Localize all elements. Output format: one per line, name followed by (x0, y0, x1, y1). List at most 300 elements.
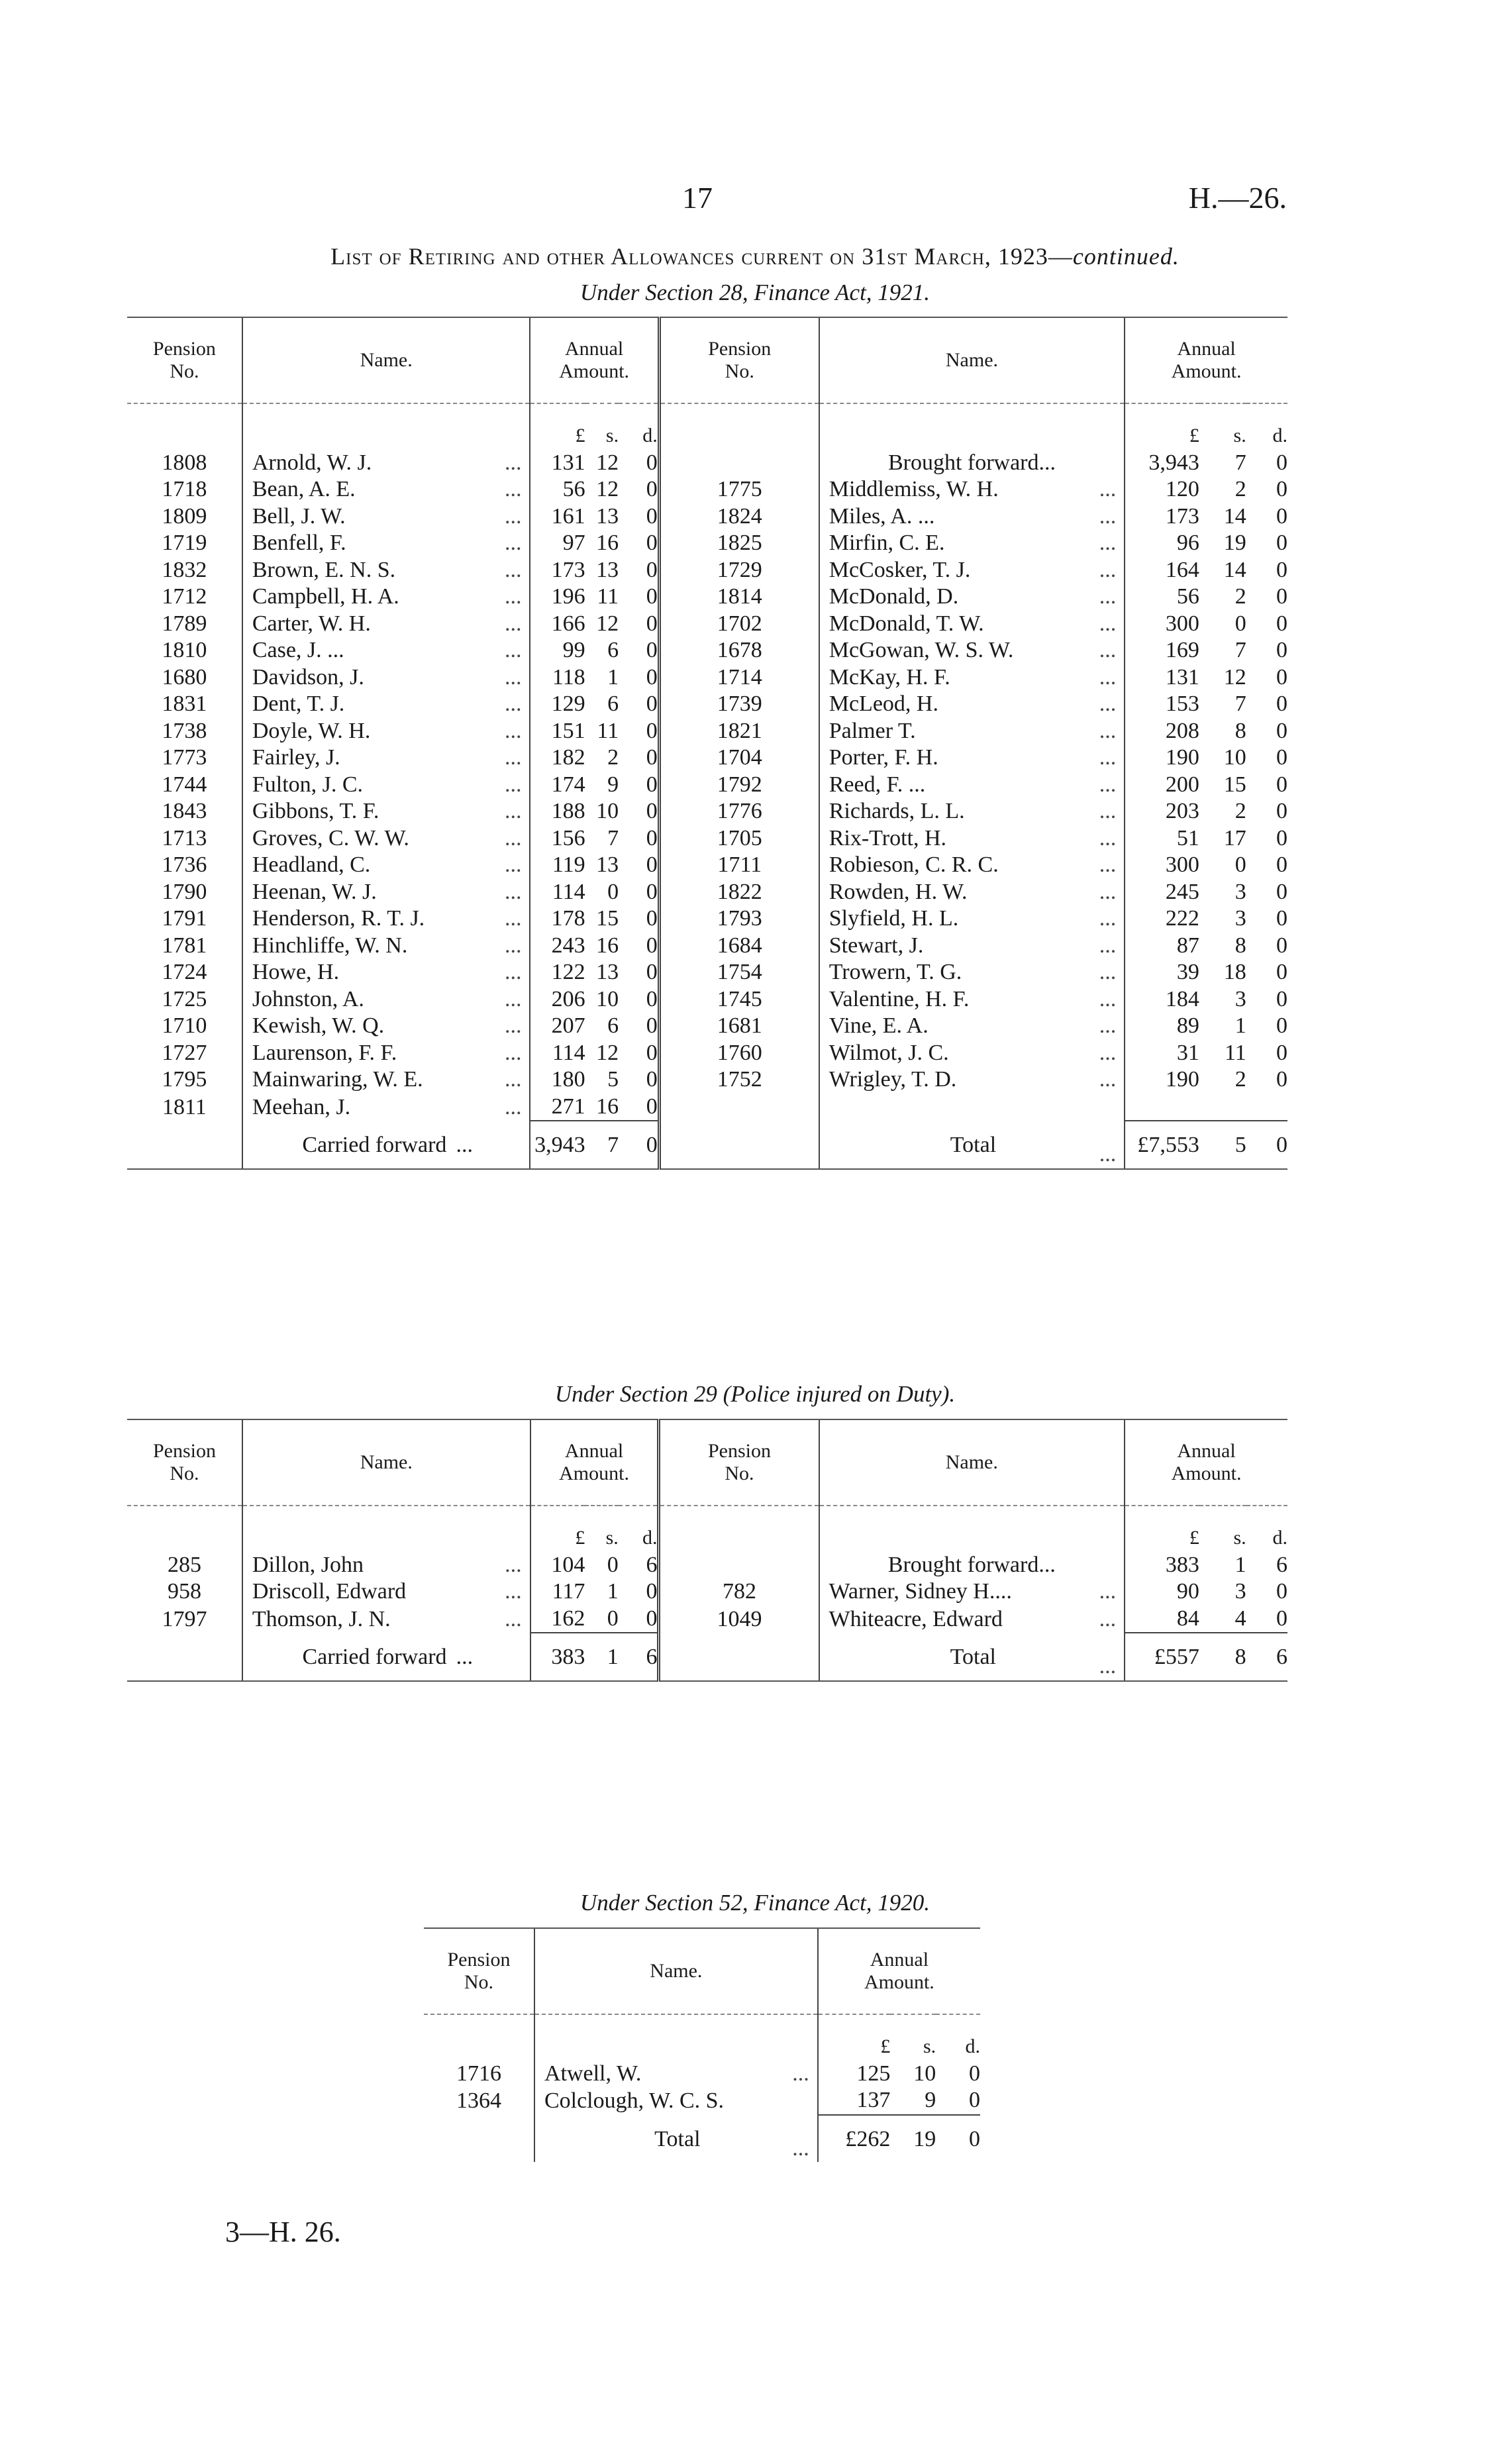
amount-pounds: 51 (1125, 825, 1199, 852)
amount-pence: 0 (1276, 584, 1287, 609)
currency-row (424, 2014, 980, 2061)
currency-pounds: £ (818, 2014, 891, 2061)
empty-cell (424, 2115, 534, 2163)
leader-dots: ... (1099, 825, 1117, 850)
amount-pounds: £262 (818, 2115, 891, 2163)
amount-pence: 0 (646, 1040, 658, 1065)
pensioner-name-text: Henderson, R. T. J. (252, 906, 425, 931)
amount-pounds: 90 (1125, 1578, 1199, 1606)
leader-dots: ... (504, 745, 522, 770)
pensioner-name-text: Driscoll, Edward (252, 1579, 407, 1604)
pension-number: 1364 (456, 2088, 501, 2113)
amount-shillings: 3 (1234, 1579, 1246, 1604)
pensioner-name-text: Rix-Trott, H. (829, 825, 947, 850)
section-28-table (127, 317, 1287, 1170)
amount-shillings: 2 (1234, 799, 1246, 823)
amount-shillings: 8 (1234, 933, 1246, 958)
leader-dots: ... (504, 611, 522, 636)
amount-shillings: 14 (1223, 557, 1246, 582)
amount-shillings: 13 (596, 557, 619, 582)
pensioner-name-text: McKay, H. F. (829, 664, 950, 690)
pension-number: 1745 (659, 986, 819, 1013)
pensioner-name (242, 959, 530, 986)
amount-pence: 0 (1276, 638, 1287, 662)
total-text: Total (654, 2126, 701, 2151)
pension-number: 1739 (659, 691, 819, 718)
pensioner-name (819, 691, 1125, 718)
pensioner-name (242, 905, 530, 933)
leader-dots: ... (504, 531, 522, 555)
amount-shillings: 11 (1224, 1040, 1246, 1065)
leader-dots: ... (1099, 933, 1117, 958)
pensioner-name (242, 611, 530, 638)
section-52-heading: Under Section 52, Finance Act, 1920. (579, 1890, 931, 1916)
pensioner-name-text: Arnold, W. J. (252, 450, 372, 475)
amount-pence: 0 (1276, 879, 1287, 904)
pensioner-name (242, 825, 530, 852)
pension-number: 1790 (162, 879, 207, 904)
amount-pounds: 56 (1125, 584, 1199, 611)
leader-dots: ... (1099, 531, 1117, 555)
amount-pounds: 151 (530, 718, 585, 745)
currency-pence: d. (965, 2035, 980, 2057)
amount-shillings: 0 (607, 879, 619, 904)
amount-pence: 0 (1276, 718, 1287, 743)
table-row (127, 1552, 1287, 1579)
table-row (424, 2087, 980, 2115)
header-annual-amount: Annual Amount. (1125, 1419, 1287, 1506)
amount-pounds: 87 (1125, 933, 1199, 960)
amount-pence: 0 (1276, 772, 1287, 797)
amount-pounds: 383 (530, 1633, 585, 1681)
pensioner-name-text: Valentine, H. F. (829, 986, 970, 1011)
amount-pence: 0 (1276, 1606, 1287, 1631)
table-row (127, 611, 1287, 638)
pensioner-name-text: Miles, A. ... (829, 503, 935, 529)
pensioner-name (819, 637, 1125, 664)
table-row (127, 986, 1287, 1013)
empty-cell (819, 1094, 1125, 1121)
pension-number: 1773 (162, 745, 207, 770)
leader-dots: ... (1099, 772, 1117, 797)
amount-pounds: 131 (530, 450, 585, 477)
amount-pence: 0 (646, 692, 658, 716)
amount-shillings: 7 (1234, 638, 1246, 662)
amount-pounds: 156 (530, 825, 585, 852)
amount-shillings: 19 (1223, 531, 1246, 555)
amount-shillings: 7 (1234, 692, 1246, 716)
pensioner-name-text: Laurenson, F. F. (252, 1040, 397, 1065)
leader-dots: ... (1099, 718, 1117, 743)
table-row (127, 503, 1287, 531)
pensioner-name-text: Rowden, H. W. (829, 879, 968, 904)
amount-shillings: 1 (607, 664, 619, 690)
empty-cell (424, 2014, 534, 2061)
leader-dots: ... (456, 1133, 473, 1157)
amount-pounds: 84 (1125, 1606, 1199, 1633)
amount-shillings: 12 (596, 1040, 619, 1065)
pensioner-name (534, 2087, 818, 2115)
amount-pence: 0 (1276, 745, 1287, 770)
leader-dots: ... (504, 906, 522, 931)
pension-number: 1705 (659, 825, 819, 852)
carried-forward-text: Carried forward (302, 1645, 447, 1669)
table-row (127, 1094, 1287, 1121)
leader-dots: ... (504, 986, 522, 1011)
pensioner-name (242, 637, 530, 664)
empty-cell (659, 1633, 819, 1681)
table-row (127, 1066, 1287, 1094)
pension-number: 1760 (659, 1040, 819, 1067)
pension-number: 1724 (162, 960, 207, 984)
amount-shillings: 7 (1234, 450, 1246, 475)
leader-dots: ... (1099, 1606, 1117, 1631)
pensioner-name-text: McDonald, T. W. (829, 611, 984, 636)
leader-dots: ... (504, 638, 522, 662)
pensioner-name (819, 744, 1125, 772)
pension-number: 1824 (659, 503, 819, 531)
amount-shillings: 15 (1223, 772, 1246, 797)
amount-pounds: 137 (818, 2087, 891, 2115)
amount-pence: 0 (646, 1094, 658, 1119)
table-row (127, 450, 1287, 477)
amount-shillings: 2 (1234, 584, 1246, 609)
amount-pence: 0 (646, 611, 658, 636)
amount-shillings: 1 (1234, 1013, 1246, 1038)
table-row (127, 852, 1287, 879)
pensioner-name-text: Richards, L. L. (829, 799, 965, 823)
header-name: Name. (819, 317, 1125, 403)
pension-number: 1744 (162, 772, 207, 797)
table-row (127, 637, 1287, 664)
amount-pounds: 97 (530, 530, 585, 557)
pension-number: 1702 (659, 611, 819, 638)
pensioner-name-text: Headland, C. (252, 852, 371, 877)
pension-number: 1810 (162, 638, 207, 662)
leader-dots: ... (1099, 584, 1117, 609)
amount-pounds: 131 (1125, 664, 1199, 692)
amount-pence: 0 (646, 799, 658, 823)
leader-dots: ... (504, 1013, 522, 1038)
pension-number: 1808 (162, 450, 207, 475)
carried-forward-label (242, 1121, 530, 1169)
amount-shillings: 6 (607, 692, 619, 716)
amount-pounds: 114 (530, 879, 585, 906)
amount-pence: 0 (1276, 852, 1287, 877)
pensioner-name-text: Heenan, W. J. (252, 879, 377, 904)
amount-pounds: 243 (530, 933, 585, 960)
pensioner-name (242, 1606, 530, 1633)
pensioner-name-text: Palmer T. (829, 718, 916, 743)
currency-pounds: £ (530, 1506, 585, 1552)
leader-dots: ... (504, 799, 522, 823)
amount-pounds: 129 (530, 691, 585, 718)
currency-pence: d. (642, 425, 658, 446)
brought-forward-label: Brought forward... (819, 450, 1125, 477)
pension-number: 1776 (659, 798, 819, 825)
amount-shillings: 19 (890, 2115, 936, 2163)
amount-shillings: 9 (607, 772, 619, 797)
amount-pounds: 184 (1125, 986, 1199, 1013)
currency-shillings: s. (605, 1527, 619, 1549)
pensioner-name (242, 986, 530, 1013)
pensioner-name-text: Bean, A. E. (252, 477, 356, 501)
amount-pence: 0 (646, 960, 658, 984)
amount-pence: 6 (1246, 1633, 1287, 1681)
table-row (127, 1040, 1287, 1067)
amount-pounds: 117 (530, 1578, 585, 1606)
amount-shillings: 13 (596, 503, 619, 529)
amount-shillings: 0 (1234, 611, 1246, 636)
leader-dots: ... (1099, 557, 1117, 582)
leader-dots: ... (504, 852, 522, 877)
footer-signature: 3—H. 26. (225, 2216, 341, 2248)
leader-dots: ... (504, 503, 522, 529)
pensioner-name (242, 1578, 530, 1606)
table-row (127, 798, 1287, 825)
pensioner-name (819, 557, 1125, 584)
amount-pence: 0 (1276, 1067, 1287, 1092)
pensioner-name-text: Stewart, J. (829, 933, 924, 958)
amount-pence: 0 (646, 638, 658, 662)
pensioner-name (819, 1013, 1125, 1040)
empty-cell (242, 1506, 530, 1552)
summary-row (424, 2115, 980, 2163)
pensioner-name-text: Benfell, F. (252, 531, 346, 555)
amount-shillings: 0 (607, 1606, 619, 1631)
empty-cell (659, 450, 819, 477)
table-row (127, 530, 1287, 557)
leader-dots: ... (504, 477, 522, 501)
pensioner-name-text: Bell, J. W. (252, 503, 346, 529)
pensioner-name-text: McCosker, T. J. (829, 557, 971, 582)
amount-pounds: 207 (530, 1013, 585, 1040)
amount-pounds: £557 (1125, 1633, 1199, 1681)
amount-pounds: 169 (1125, 637, 1199, 664)
header-name: Name. (819, 1419, 1125, 1506)
empty-cell (127, 1121, 242, 1169)
pension-number: 1792 (659, 772, 819, 799)
amount-pounds: 178 (530, 905, 585, 933)
amount-pounds: 99 (530, 637, 585, 664)
pensioner-name (242, 1066, 530, 1094)
leader-dots: ... (504, 960, 522, 984)
brought-forward-label: Brought forward... (819, 1552, 1125, 1579)
section-29-heading: Under Section 29 (Police injured on Duty). (554, 1381, 956, 1407)
pensioner-name-text: Mainwaring, W. E. (252, 1067, 423, 1092)
pensioner-name-text: McDonald, D. (829, 584, 959, 609)
empty-cell (242, 403, 530, 450)
amount-pence: 0 (936, 2115, 980, 2163)
leader-dots: ... (504, 825, 522, 850)
leader-dots: ... (505, 1552, 522, 1577)
amount-pence: 0 (646, 503, 658, 529)
pensioner-name (242, 1040, 530, 1067)
leader-dots: ... (1099, 852, 1117, 877)
table-row (127, 772, 1287, 799)
pension-number: 1049 (659, 1606, 819, 1633)
pensioner-name (242, 744, 530, 772)
amount-shillings: 8 (1199, 1633, 1246, 1681)
pensioner-name (819, 879, 1125, 906)
pensioner-name (242, 476, 530, 503)
summary-row (127, 1633, 1287, 1681)
title-main: List of Retiring and other Allowances current on 31st March, 1923— (330, 243, 1073, 270)
leader-dots: ... (1099, 986, 1117, 1011)
pensioner-name (819, 959, 1125, 986)
amount-pence: 0 (646, 933, 658, 958)
amount-pence: 0 (1276, 611, 1287, 636)
pensioner-name (819, 1606, 1125, 1633)
table-row (127, 476, 1287, 503)
amount-pence: 0 (1276, 692, 1287, 716)
amount-pence: 0 (646, 531, 658, 555)
amount-shillings: 16 (596, 933, 619, 958)
pension-number: 1781 (162, 933, 207, 958)
amount-pounds: 203 (1125, 798, 1199, 825)
leader-dots: ... (1099, 1579, 1117, 1604)
leader-dots: ... (504, 1094, 522, 1119)
pension-number: 1736 (162, 852, 207, 877)
header-annual-amount: Annual Amount. (1125, 317, 1287, 403)
amount-pence: 0 (646, 986, 658, 1011)
pensioner-name-text: Meehan, J. (252, 1094, 351, 1119)
total-text: Total (950, 1645, 996, 1669)
pension-number: 285 (167, 1552, 201, 1577)
amount-pounds: 182 (530, 744, 585, 772)
amount-shillings: 12 (596, 477, 619, 501)
leader-dots: ... (504, 772, 522, 797)
pensioner-name-text: Dent, T. J. (252, 692, 345, 716)
pensioner-name-text: McGowan, W. S. W. (829, 638, 1014, 662)
section-28-heading: Under Section 28, Finance Act, 1921. (579, 280, 931, 305)
leader-dots: ... (504, 450, 522, 475)
title-continued: continued. (1072, 243, 1180, 270)
pensioner-name (242, 691, 530, 718)
empty-cell (659, 1506, 819, 1552)
amount-pence: 0 (646, 879, 658, 904)
amount-pounds: 3,943 (1125, 450, 1199, 477)
amount-shillings: 8 (1234, 718, 1246, 743)
pensioner-name-text: Howe, H. (252, 960, 340, 984)
pension-number: 1712 (162, 584, 207, 609)
amount-shillings: 2 (1234, 477, 1246, 501)
table-row (127, 584, 1287, 611)
amount-pounds: 31 (1125, 1040, 1199, 1067)
amount-pence: 0 (1276, 960, 1287, 984)
pensioner-name (242, 530, 530, 557)
amount-shillings: 6 (607, 1013, 619, 1038)
pension-number: 1793 (659, 905, 819, 933)
document-reference: H.—26. (1188, 181, 1287, 215)
amount-pounds: 208 (1125, 718, 1199, 745)
table-row (127, 1578, 1287, 1606)
pensioner-name (242, 772, 530, 799)
leader-dots: ... (504, 692, 522, 716)
amount-shillings: 2 (607, 745, 619, 770)
header-annual-amount: Annual Amount. (530, 317, 659, 403)
empty-cell (819, 403, 1125, 450)
total-label (534, 2115, 818, 2163)
leader-dots: ... (792, 2061, 809, 2086)
leader-dots: ... (504, 664, 522, 690)
leader-dots: ... (505, 1606, 522, 1631)
currency-row (127, 403, 1287, 450)
amount-shillings: 2 (1234, 1067, 1246, 1092)
pensioner-name-text: Fulton, J. C. (252, 772, 364, 797)
leader-dots: ... (504, 1040, 522, 1065)
amount-shillings: 17 (1223, 825, 1246, 850)
carried-forward-label (242, 1633, 530, 1681)
amount-pence: 0 (1276, 1579, 1287, 1604)
empty-cell (659, 1552, 819, 1579)
pensioner-name-text: Trowern, T. G. (829, 960, 962, 984)
amount-shillings: 7 (585, 1121, 619, 1169)
header-pension-no: Pension No. (659, 317, 819, 403)
amount-pounds: 56 (530, 476, 585, 503)
pensioner-name (819, 933, 1125, 960)
amount-shillings: 0 (607, 1552, 619, 1577)
amount-pence: 0 (969, 2088, 980, 2112)
amount-shillings: 16 (596, 531, 619, 555)
pensioner-name (242, 1013, 530, 1040)
currency-pounds: £ (530, 403, 585, 450)
amount-pounds: 161 (530, 503, 585, 531)
pensioner-name (819, 1578, 1125, 1606)
empty-cell (1246, 1094, 1287, 1121)
amount-shillings: 3 (1234, 906, 1246, 931)
pensioner-name (819, 852, 1125, 879)
amount-pence: 0 (646, 718, 658, 743)
pension-number: 1738 (162, 718, 207, 743)
currency-shillings: s. (1233, 1527, 1246, 1549)
amount-pence: 0 (646, 450, 658, 475)
amount-pounds: 196 (530, 584, 585, 611)
amount-shillings: 1 (607, 1579, 619, 1604)
amount-pounds: 200 (1125, 772, 1199, 799)
leader-dots: ... (505, 1579, 522, 1604)
pensioner-name-text: Wilmot, J. C. (829, 1040, 949, 1065)
amount-shillings: 10 (596, 986, 619, 1011)
amount-pence: 0 (646, 584, 658, 609)
amount-pounds: 3,943 (530, 1121, 585, 1169)
empty-cell (659, 1094, 819, 1121)
amount-pounds: 206 (530, 986, 585, 1013)
currency-shillings: s. (605, 425, 619, 446)
currency-pounds: £ (1125, 1506, 1199, 1552)
pensioner-name-text: Campbell, H. A. (252, 584, 399, 609)
total-label (819, 1633, 1125, 1681)
amount-shillings: 7 (607, 825, 619, 850)
header-annual-amount: Annual Amount. (530, 1419, 659, 1506)
leader-dots: ... (1099, 611, 1117, 636)
currency-pence: d. (1272, 1527, 1287, 1549)
empty-cell (534, 2014, 818, 2061)
amount-pence: 0 (646, 1067, 658, 1092)
leader-dots: ... (504, 718, 522, 743)
section-52-table (424, 1927, 980, 2162)
pensioner-name (242, 1552, 530, 1579)
amount-pounds: 300 (1125, 852, 1199, 879)
amount-pounds: 190 (1125, 744, 1199, 772)
table-row (127, 1013, 1287, 1040)
pension-number: 1684 (659, 933, 819, 960)
leader-dots: ... (1099, 960, 1117, 984)
pensioner-name (819, 530, 1125, 557)
pensioner-name (242, 664, 530, 692)
amount-shillings: 14 (1223, 503, 1246, 529)
leader-dots: ... (1099, 477, 1117, 501)
